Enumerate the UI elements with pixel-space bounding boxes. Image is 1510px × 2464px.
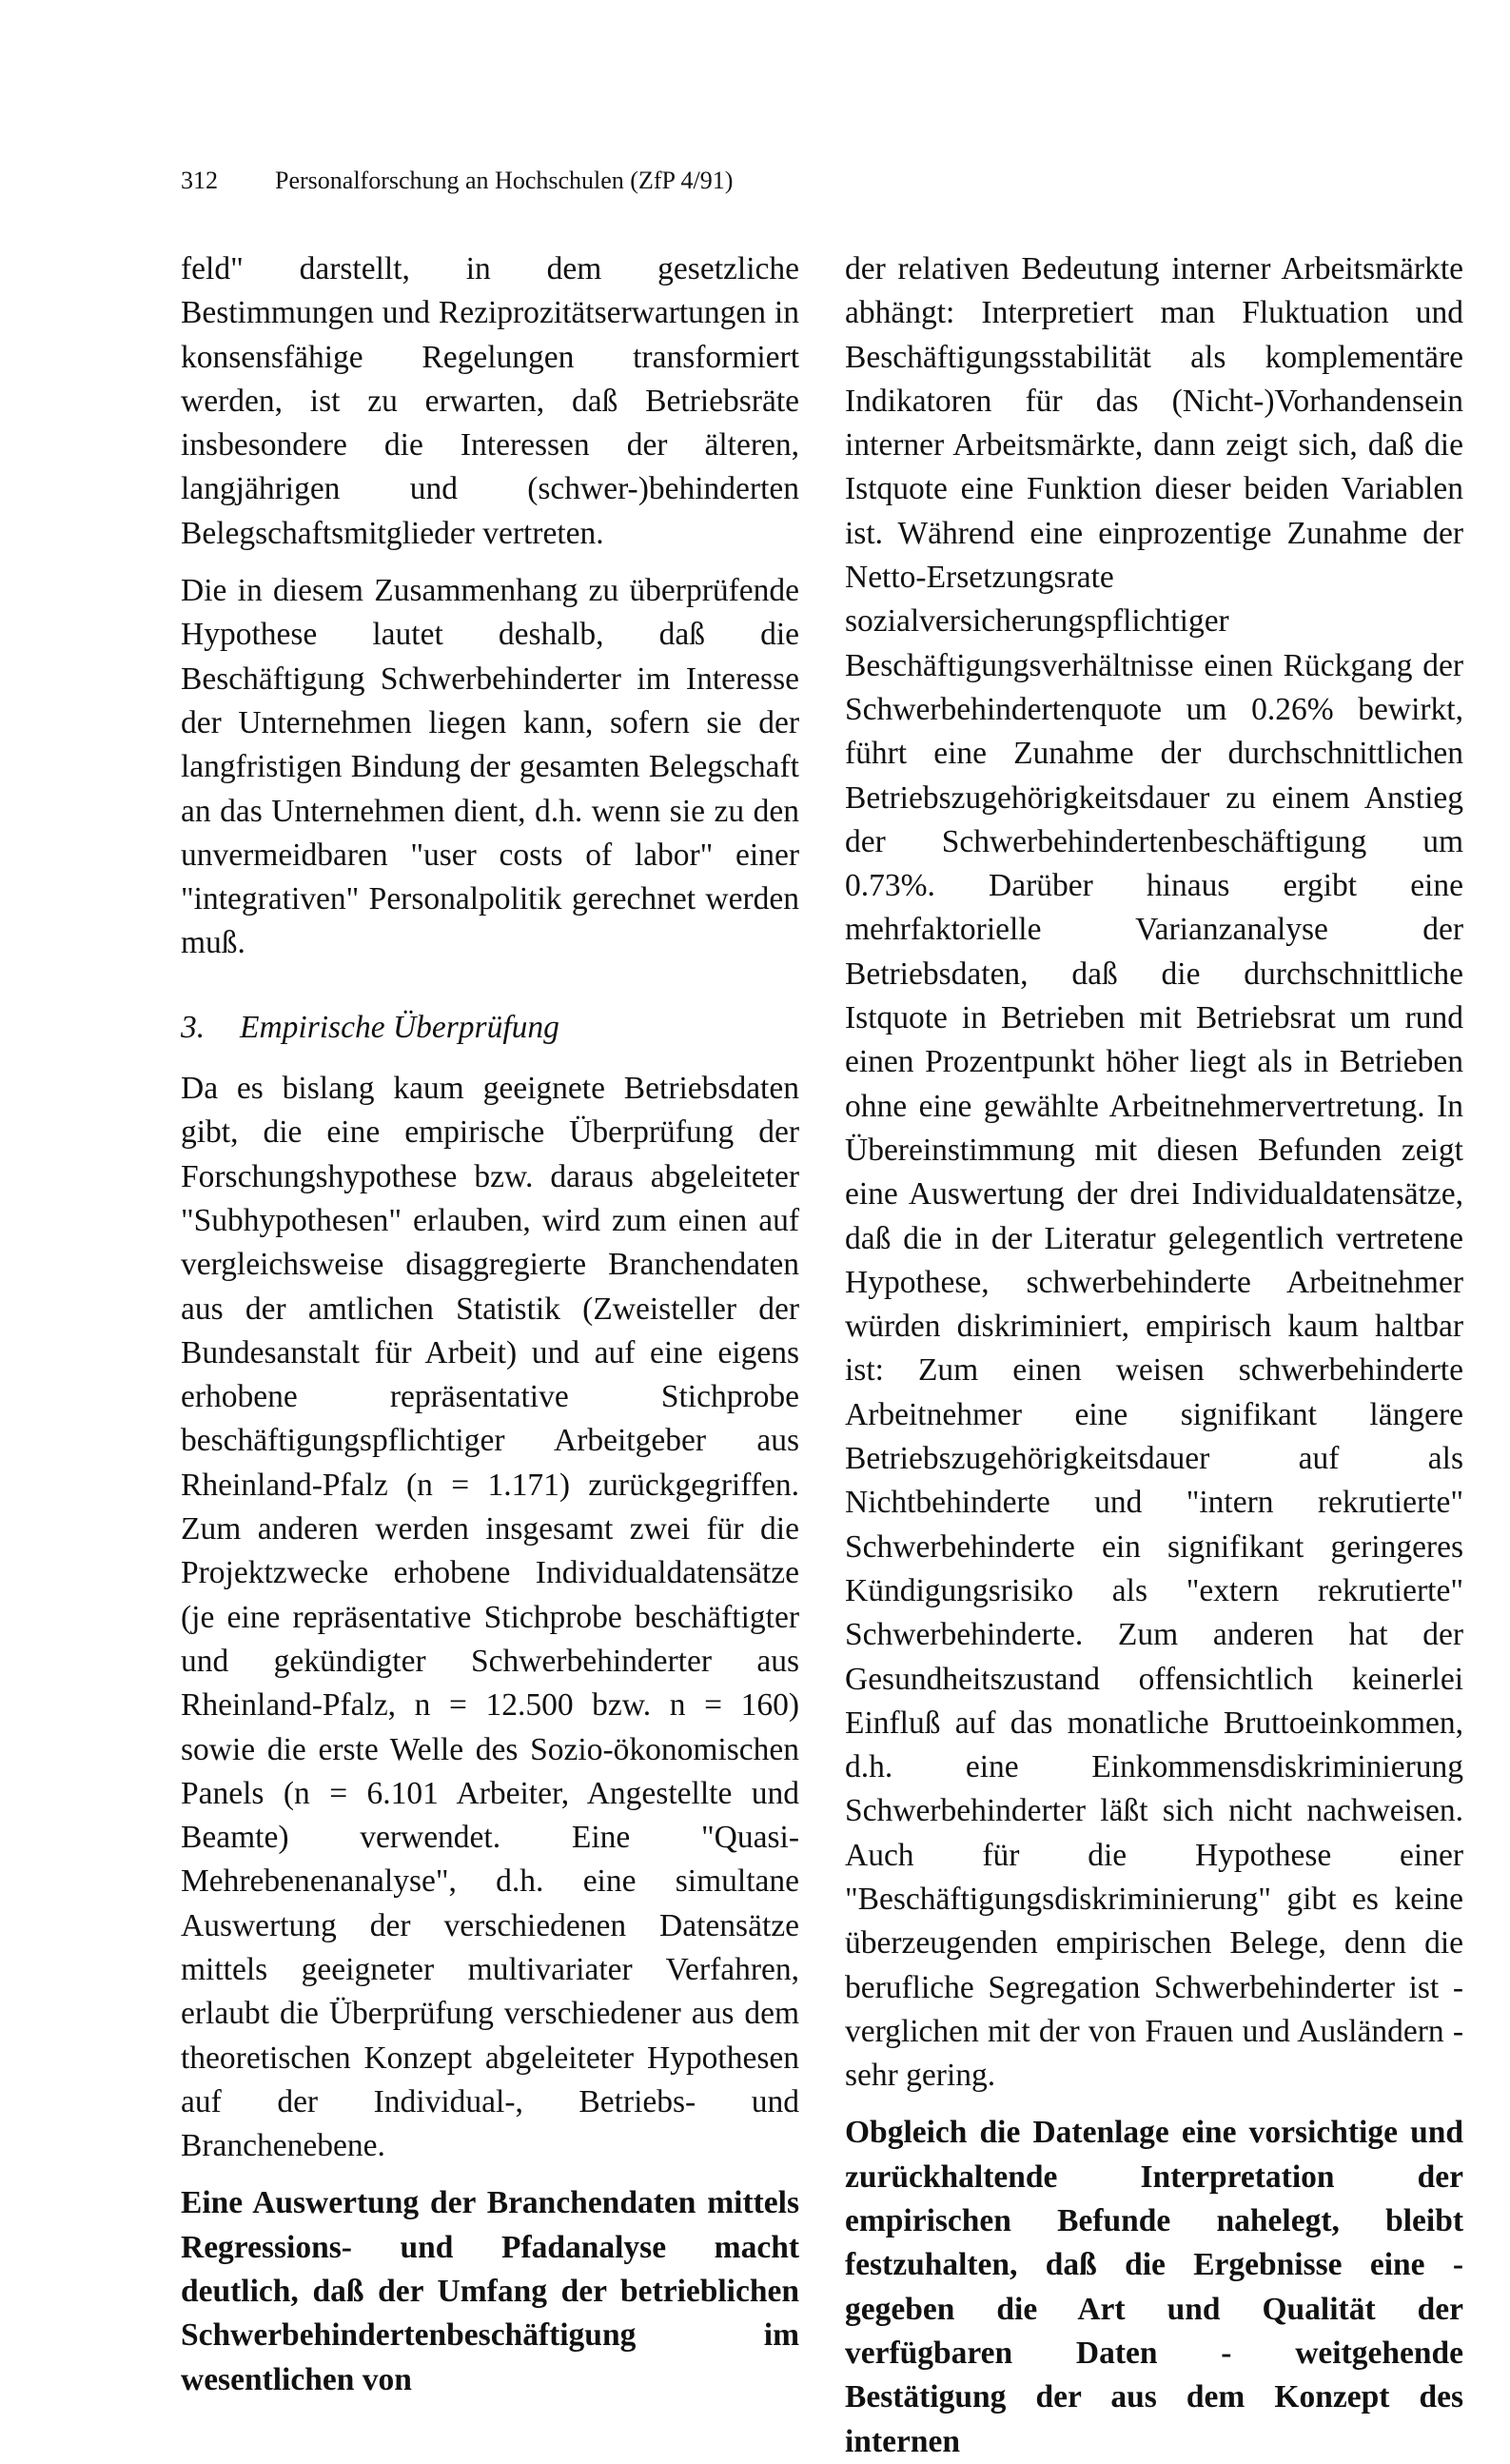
running-title: Personalforschung an Hochschulen (ZfP 4/91) [275,167,734,194]
right-paragraph-2: Obgleich die Datenlage eine vorsichtige und zurückhaltende Interpretation der empirischen Befunde nahelegt, bleibt festzuhalten, daß die Ergebnisse eine - gegeben die Art und Qualität der verfügbaren Daten - weitgehende Bestätigung der aus dem Konzept des internen [845,2115,1463,2459]
left-column [181,247,799,2402]
page-number: 312 [181,167,218,194]
left-paragraph-3: Da es bislang kaum geeignete Betriebsdaten gibt, die eine empirische Überprüfung der Forschungshypothese bzw. daraus abgeleiteter "Subhypothesen" erlauben, wird zum einen auf vergleichsweise disaggregierte Branchendaten aus der amtlichen Statistik (Zweisteller der Bundesanstalt für Arbeit) und auf eine eigens erhobene repräsentative Stichprobe beschäftigungspflichtiger Arbeitgeber aus Rheinland-Pfalz (n = 1.171) zurückgegriffen. Zum anderen werden insgesamt zwei für die Projektzwecke erhobene Individualdatensätze (je eine repräsentative Stichprobe beschäftigter und gekündigter Schwerbehinderter aus Rheinland-Pfalz, n = 12.500 bzw. n = 160) sowie die erste Welle des Sozio-ökonomischen Panels (n = 6.101 Arbeiter, Angestellte und Beamte) verwendet. Eine "Quasi-Mehrebenenanalyse", d.h. eine simultane Auswertung der verschiedenen Datensätze mittels geeigneter multivariater Verfahren, erlaubt die Überprüfung verschiedener aus dem theoretischen Konzept abgeleiteter Hypothesen auf der Individual-, Betriebs- und Branchenebene. [181,1071,799,2164]
running-header [181,167,733,195]
section-title: Empirische Überprüfung [240,1009,559,1045]
right-paragraph-1: der relativen Bedeutung interner Arbeitsmärkte abhängt: Interpretiert man Fluktuation und Beschäftigungsstabilität als komplementäre Indikatoren für das (Nicht-)Vorhandensein interner Arbeitsmärkte, dann zeigt sich, daß die Istquote eine Funktion dieser beiden Variablen ist. Während eine einprozentige Zunahme der Netto-Ersetzungsrate sozialversicherungspflichtiger Beschäftigungsverhältnisse einen Rückgang der Schwerbehindertenquote um 0.26% bewirkt, führt eine Zunahme der durchschnittlichen Betriebszugehörigkeitsdauer zu einem Anstieg der Schwerbehindertenbeschäftigung um 0.73%. Darüber hinaus ergibt eine mehrfaktorielle Varianzanalyse der Betriebsdaten, daß die durchschnittliche Istquote in Betrieben mit Betriebsrat um rund einen Prozentpunkt höher liegt als in Betrieben ohne eine gewählte Arbeitnehmervertretung. In Übereinstimmung mit diesen Befunden zeigt eine Auswertung der drei Individualdatensätze, daß die in der Literatur gelegentlich vertretene Hypothese, schwerbehinderte Arbeitnehmer würden diskriminiert, empirisch kaum haltbar ist: Zum einen weisen schwerbehinderte Arbeitnehmer eine signifikant längere Betriebszugehörigkeitsdauer auf als Nichtbehinderte und "intern rekrutierte" Schwerbehinderte ein signifikant geringeres Kündigungsrisiko als "extern rekrutierte" Schwerbehinderte. Zum anderen hat der Gesundheitszustand offensichtlich keinerlei Einfluß auf das monatliche Bruttoeinkommen, d.h. eine Einkommensdiskriminierung Schwerbehinderter läßt sich nicht nachweisen. Auch für die Hypothese einer "Beschäftigungsdiskriminierung" gibt es keine überzeugenden empirischen Belege, denn die berufliche Segregation Schwerbehinderter ist - verglichen mit der von Frauen und Ausländern - sehr gering. [845,251,1463,2094]
left-paragraph-4: Eine Auswertung der Branchendaten mittels Regressions- und Pfadanalyse macht deutlich, daß der Umfang der betrieblichen Schwerbehindertenbeschäftigung im wesentlichen von [181,2185,799,2397]
right-column [845,247,1463,2464]
section-number: 3. [181,1009,206,1045]
left-paragraph-1: feld" darstellt, in dem gesetzliche Bestimmungen und Reziprozitätserwartungen in konsensfähige Regelungen transformiert werden, ist zu erwarten, daß Betriebsräte insbesondere die Interessen der älteren, langjährigen und (schwer-)behinderten Belegschaftsmitglieder vertreten. [181,251,799,551]
section-heading [181,1006,799,1050]
left-paragraph-2: Die in diesem Zusammenhang zu überprüfende Hypothese lautet deshalb, daß die Beschäftigung Schwerbehinderter im Interesse der Unternehmen liegen kann, sofern sie der langfristigen Bindung der gesamten Belegschaft an das Unternehmen dient, d.h. wenn sie zu den unvermeidbaren "user costs of labor" einer "integrativen" Personalpolitik gerechnet werden muß. [181,573,799,961]
